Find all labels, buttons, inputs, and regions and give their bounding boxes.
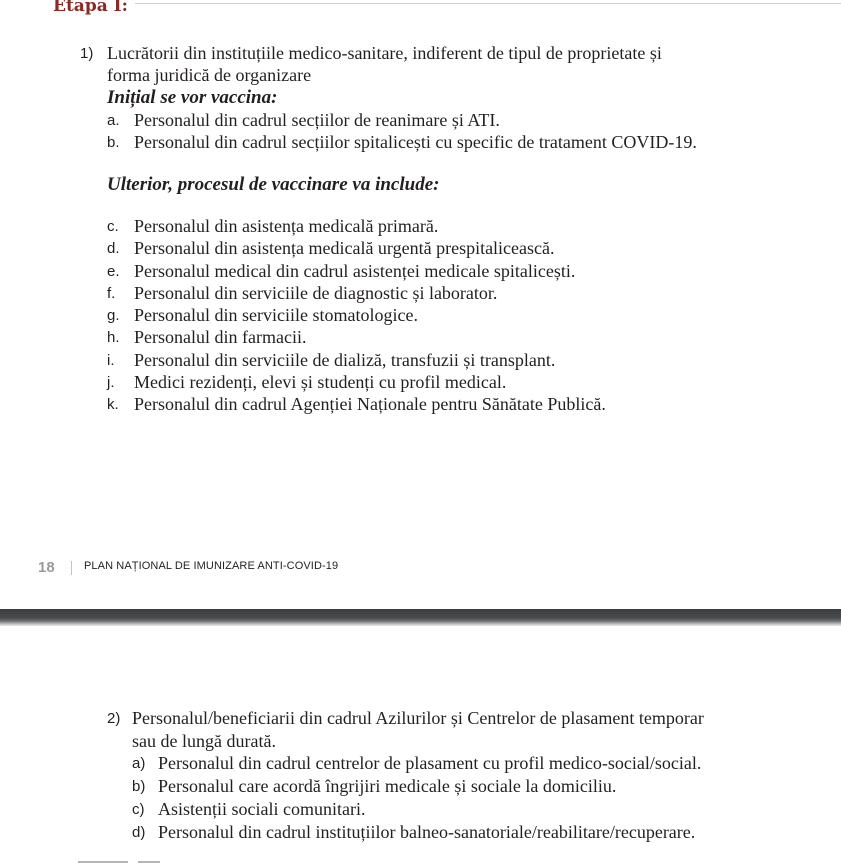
list-item: Personalul din cadrul centrelor de plasament cu profil medico-social/social. — [158, 753, 702, 773]
list-item: Personalul din asistența medicală primară. — [134, 216, 439, 236]
list-marker: e. — [107, 263, 120, 280]
list-item: Personalul din asistența medicală urgentă prespitalicească. — [134, 238, 555, 258]
list-item: Personalul din serviciile de diagnostic și laborator. — [134, 283, 498, 303]
list-item: Personalul din cadrul instituțiilor balneo-sanatoriale/reabilitare/recuperare. — [158, 822, 696, 842]
list-marker: b) — [132, 778, 146, 795]
header-rule — [135, 3, 841, 4]
list-marker: b. — [107, 134, 120, 151]
item-text-line-2: forma juridică de organizare — [107, 65, 312, 85]
list-item: Medici rezidenți, elevi și studenți cu profil medical. — [134, 372, 507, 392]
cut-off-text-fragment — [78, 861, 128, 863]
item-text-line-2: sau de lungă durată. — [132, 731, 276, 751]
item-number: 2) — [107, 710, 121, 727]
list-marker: i. — [107, 352, 115, 369]
item-text-line-1: Lucrătorii din instituțiile medico-sanitare, indiferent de tipul de proprietate și — [107, 43, 662, 63]
item-number: 1) — [80, 45, 94, 62]
list-marker: c) — [132, 801, 145, 818]
list-marker: a) — [132, 755, 146, 772]
list-marker: c. — [107, 218, 119, 235]
list-item: Personalul din cadrul secțiilor de reanimare și ATI. — [134, 110, 500, 130]
list-item: Personalul din cadrul Agenției Naționale pentru Sănătate Publică. — [134, 394, 606, 414]
list-marker: k. — [107, 396, 119, 413]
page-gap — [0, 609, 841, 626]
initial-subheading: Inițial se vor vaccina: — [107, 87, 278, 108]
list-marker: g. — [107, 307, 120, 324]
page-number: 18 — [38, 559, 55, 576]
list-marker: f. — [107, 285, 116, 302]
list-item: Personalul medical din cadrul asistenței medicale spitalicești. — [134, 261, 576, 281]
list-item: Personalul din cadrul secțiilor spitalicești cu specific de tratament COVID-19. — [134, 132, 697, 152]
item-text-line-1: Personalul/beneficiarii din cadrul Azilurilor și Centrelor de plasament temporar — [132, 708, 704, 728]
list-item: Personalul care acordă îngrijiri medicale și sociale la domiciliu. — [158, 776, 617, 796]
list-marker: j. — [107, 374, 115, 391]
list-marker: h. — [107, 329, 120, 346]
list-marker: d. — [107, 240, 120, 257]
section-heading: Etapa I: — [53, 0, 128, 16]
list-item: Personalul din serviciile stomatologice. — [134, 305, 418, 325]
footer-divider — [71, 561, 72, 575]
footer-title: PLAN NAȚIONAL DE IMUNIZARE ANTI-COVID-19 — [84, 560, 339, 572]
later-subheading: Ulterior, procesul de vaccinare va include: — [107, 174, 440, 195]
list-item: Personalul din farmacii. — [134, 327, 307, 347]
list-item: Personalul din serviciile de dializă, transfuzii și transplant. — [134, 350, 556, 370]
list-marker: d) — [132, 824, 146, 841]
list-item: Asistenții sociali comunitari. — [158, 799, 366, 819]
document-page-19 — [0, 626, 841, 865]
list-marker: a. — [107, 112, 120, 129]
cut-off-text-fragment — [138, 861, 160, 863]
